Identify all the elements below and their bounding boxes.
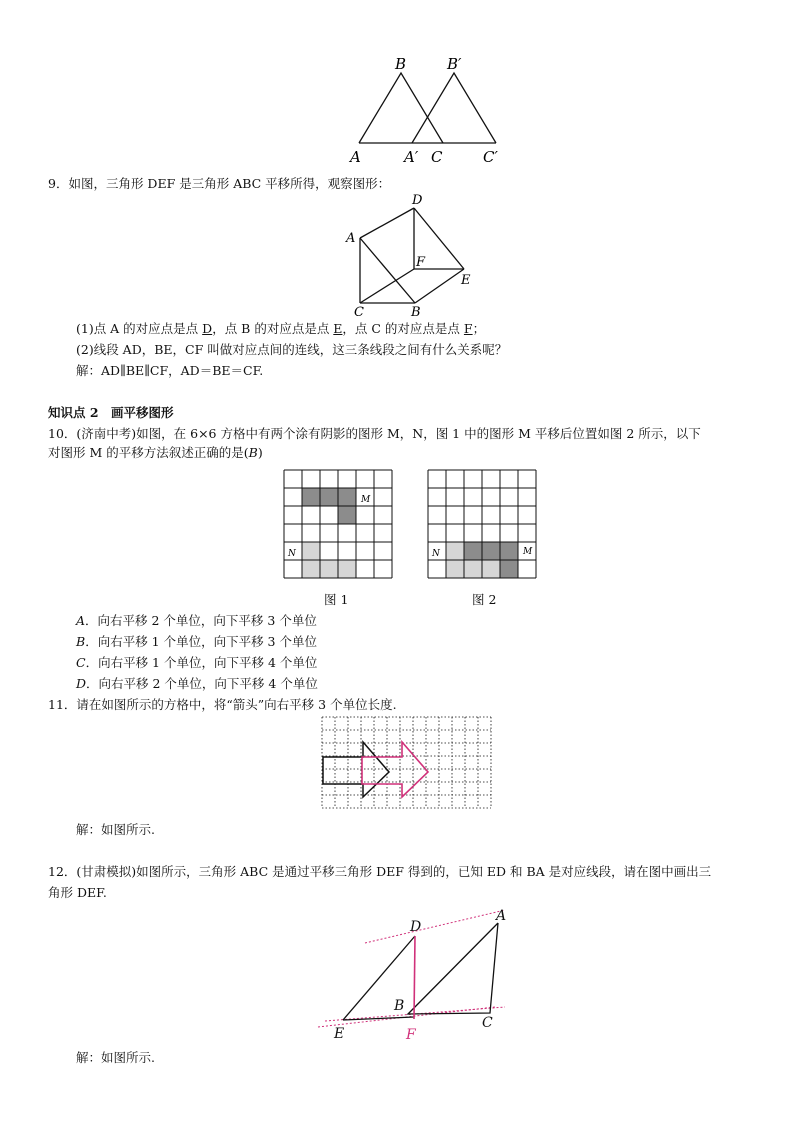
q11-answer: 解：如图所示. bbox=[76, 822, 155, 837]
triangle-abc bbox=[359, 73, 443, 143]
fig1-shaded-cells bbox=[302, 488, 356, 578]
segment-df bbox=[414, 936, 415, 1019]
q10-option-c bbox=[76, 655, 317, 671]
label-a: A bbox=[350, 148, 361, 166]
q10-line1: 10．(济南中考)如图，在 6×6 方格中有两个涂有阴影的图形 M，N，图 1 中的图形 M 平移后位置如图 2 所示，以下 bbox=[48, 426, 701, 441]
fig2-label-m: M bbox=[523, 547, 533, 557]
q9-prism-figure bbox=[340, 192, 490, 322]
q10-option-d bbox=[76, 676, 318, 692]
option-letter: C bbox=[76, 655, 86, 670]
fig1-caption: 图 1 bbox=[324, 592, 349, 607]
option-text: ．向右平移 2 个单位，向下平移 4 个单位 bbox=[86, 676, 318, 691]
q12-triangle-figure bbox=[310, 903, 520, 1043]
fig1-label-m: M bbox=[361, 495, 371, 505]
q10-line2-pre: 对图形 M 的平移方法叙述正确的是( bbox=[48, 445, 249, 460]
label-b: B bbox=[411, 305, 421, 320]
q9-answer-3: F bbox=[463, 321, 473, 336]
label-c: C bbox=[354, 305, 364, 320]
label-d: D bbox=[412, 193, 423, 208]
grid-figure-1 bbox=[284, 470, 394, 582]
q10-line2 bbox=[48, 445, 263, 461]
label-a: A bbox=[346, 231, 356, 246]
q11-stem: 11．请在如图所示的方格中，将“箭头”向右平移 3 个单位长度. bbox=[48, 697, 397, 712]
label-b-prime: B′ bbox=[447, 55, 462, 73]
label-e: E bbox=[461, 273, 471, 288]
label-e: E bbox=[334, 1026, 345, 1042]
label-d: D bbox=[410, 919, 422, 935]
q12-line1: 12．(甘肃模拟)如图所示，三角形 ABC 是通过平移三角形 DEF 得到的，已知 ED 和 BA 是对应线段，请在图中画出三 bbox=[48, 864, 712, 879]
q9-answer-1: D bbox=[202, 321, 213, 336]
triangle-abc bbox=[408, 923, 498, 1014]
option-text: ．向右平移 1 个单位，向下平移 3 个单位 bbox=[85, 634, 317, 649]
label-c: C bbox=[482, 1015, 493, 1031]
q9-stem: 9．如图，三角形 DEF 是三角形 ABC 平移所得，观察图形： bbox=[48, 176, 391, 191]
fig1-label-n: N bbox=[288, 549, 296, 559]
q9-answer-2: E bbox=[333, 321, 343, 336]
label-a-prime: A′ bbox=[404, 148, 419, 166]
label-a: A bbox=[496, 908, 507, 924]
q10-line2-post: ) bbox=[257, 445, 263, 460]
q9-part1-mid2: ，点 C 的对应点是点 bbox=[342, 321, 464, 336]
option-letter: D bbox=[76, 676, 87, 691]
q9-part1-end: ； bbox=[472, 321, 486, 336]
dotted-grid bbox=[322, 717, 491, 808]
q12-line2: 角形 DEF. bbox=[48, 885, 107, 900]
section-title: 知识点 2 画平移图形 bbox=[48, 405, 174, 420]
fig2-label-n: N bbox=[432, 549, 440, 559]
q10-option-a bbox=[76, 613, 317, 629]
q9-part2: (2)线段 AD，BE，CF 叫做对应点间的连线，这三条线段之间有什么关系呢？ bbox=[76, 342, 508, 357]
fig2-caption: 图 2 bbox=[472, 592, 497, 607]
label-b: B bbox=[395, 55, 407, 73]
q9-part1-mid1: ，点 B 的对应点是点 bbox=[212, 321, 334, 336]
top-triangles-figure bbox=[340, 52, 520, 170]
label-b: B bbox=[394, 998, 405, 1014]
option-text: ．向右平移 1 个单位，向下平移 4 个单位 bbox=[85, 655, 318, 670]
q12-answer: 解：如图所示. bbox=[76, 1050, 155, 1065]
triangle-a-prime bbox=[412, 73, 496, 143]
label-c: C bbox=[431, 148, 443, 166]
q10-answer: B bbox=[248, 445, 258, 460]
label-f: F bbox=[406, 1027, 416, 1043]
label-f: F bbox=[416, 255, 426, 270]
label-c-prime: C′ bbox=[483, 148, 498, 166]
original-arrow bbox=[323, 742, 389, 797]
option-text: ．向右平移 2 个单位，向下平移 3 个单位 bbox=[85, 613, 317, 628]
q11-arrow-grid bbox=[322, 717, 502, 815]
option-letter: B bbox=[76, 634, 86, 649]
q9-part1-pre: (1)点 A 的对应点是点 bbox=[76, 321, 203, 336]
option-letter: A bbox=[76, 613, 86, 628]
q9-answer: 解：AD∥BE∥CF，AD＝BE＝CF. bbox=[76, 363, 264, 378]
q9-part1 bbox=[76, 321, 485, 337]
grid-figure-2 bbox=[428, 470, 538, 582]
q10-option-b bbox=[76, 634, 317, 650]
